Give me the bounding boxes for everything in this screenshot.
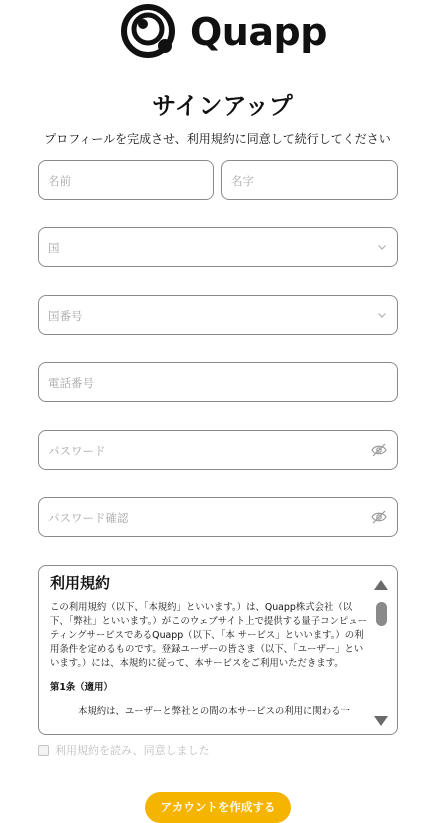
first-name-placeholder: 名前 — [48, 174, 71, 188]
scroll-up-arrow-icon[interactable] — [374, 580, 388, 590]
first-name-input[interactable] — [38, 160, 214, 200]
terms-article-heading: 第1条（適用） — [50, 682, 113, 693]
brand-name: Quapp — [190, 10, 327, 54]
terms-article-text: 本規約は、ユーザーと弊社との間の本サービスの利用に関わる一 — [78, 706, 350, 717]
agreement-row[interactable] — [38, 742, 210, 758]
chevron-down-icon — [377, 242, 387, 252]
password-confirm-input[interactable] — [38, 497, 398, 537]
eye-off-icon[interactable] — [371, 510, 387, 524]
terms-intro: この利用規約（以下、「本規約」といいます。）は、Quapp株式会社（以下、「弊社」といいます。）がこのウェブサイト上で提供する量子コンピューティングサービスであるQuapp（以下、「本 サービス」といいます。）の利用条件を定めるものです。登録ユーザーの皆さま（以下、「ユーザー」といいます。）には、本規約に従って、本サービスをご利用いただきます。 — [50, 602, 367, 669]
phone-placeholder: 電話番号 — [48, 376, 94, 390]
create-account-button[interactable]: アカウントを作成する — [145, 792, 291, 823]
terms-title: 利用規約 — [50, 574, 111, 592]
eye-off-icon[interactable] — [371, 443, 387, 457]
quapp-logo — [118, 0, 328, 66]
terms-content — [50, 572, 370, 717]
last-name-placeholder: 名字 — [231, 174, 254, 188]
chevron-down-icon — [377, 310, 387, 320]
phone-input[interactable] — [38, 362, 398, 402]
agreement-checkbox[interactable] — [38, 745, 49, 756]
country-code-placeholder: 国番号 — [48, 309, 83, 323]
agreement-label: 利用規約を読み、同意しました — [55, 744, 210, 757]
country-code-select[interactable] — [38, 295, 398, 335]
scrollbar-thumb[interactable] — [376, 602, 387, 626]
password-confirm-placeholder: パスワード確認 — [48, 511, 129, 525]
password-placeholder: パスワード — [48, 444, 106, 458]
quapp-logo-icon — [118, 2, 184, 62]
country-placeholder: 国 — [48, 241, 60, 255]
terms-scrollbar[interactable] — [373, 580, 389, 726]
scroll-down-arrow-icon[interactable] — [374, 716, 388, 726]
page-title: サインアップ — [152, 92, 293, 120]
password-input[interactable] — [38, 430, 398, 470]
country-select[interactable] — [38, 227, 398, 267]
last-name-input[interactable] — [221, 160, 398, 200]
terms-box[interactable] — [38, 565, 398, 735]
page-subtitle: プロフィールを完成させ、利用規約に同意して続行してください — [44, 132, 391, 146]
